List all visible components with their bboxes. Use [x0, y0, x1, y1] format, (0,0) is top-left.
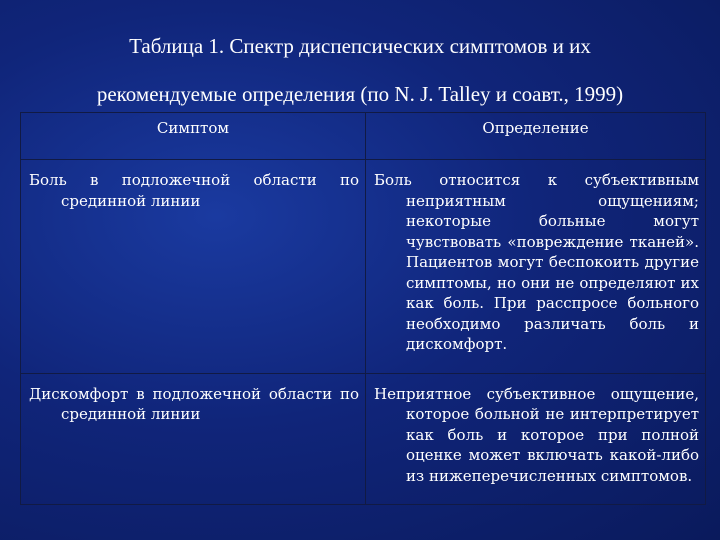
title-line-2: рекомендуемые определения (по N. J. Talley и соавт., 1999)	[96, 82, 624, 106]
symptom-cell	[21, 160, 366, 374]
symptom-cell	[21, 373, 366, 505]
symptom-text: Боль в подложечной области по срединной линии	[29, 171, 359, 210]
header-row	[21, 113, 706, 160]
definition-cell	[366, 160, 706, 374]
symptom-text: Дискомфорт в подложечной области по срединной линии	[29, 384, 359, 423]
table-row	[21, 160, 706, 374]
table-row	[21, 373, 706, 505]
definition-cell	[366, 373, 706, 505]
definition-text: Боль относится к субъективным неприятным ощущениям; некоторые больные могут чувствовать «повреждение тканей». Пациентов могут беспокоить другие симптомы, но они не определяют их как боль. При расспросе больного необходимо различать боль и дискомфорт.	[374, 171, 699, 353]
title-line-1: Таблица 1. Спектр диспепсических симптомов и их	[129, 34, 591, 58]
symptom-table	[20, 112, 706, 505]
definition-text: Неприятное субъективное ощущение, которое больной не интерпретирует как боль и которое при полной оценке может включать какой-либо из нижеперечисленных симптомов.	[374, 384, 699, 485]
slide-title	[0, 22, 720, 118]
header-definition: Определение	[366, 113, 706, 160]
header-symptom: Симптом	[21, 113, 366, 160]
